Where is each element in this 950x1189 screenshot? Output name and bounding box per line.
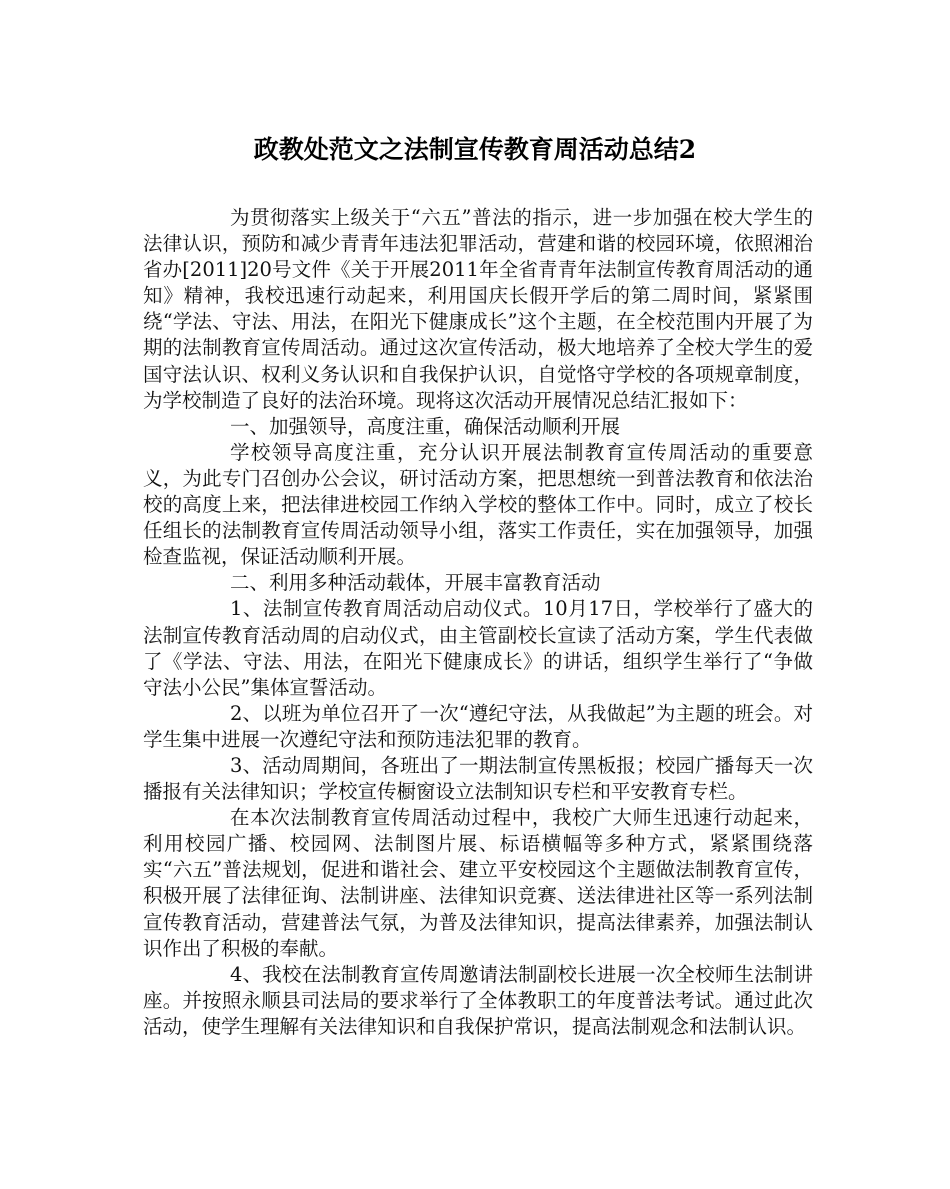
document-body [143, 205, 813, 1040]
paragraph-item-1: 1、法制宣传教育周活动启动仪式。10月17日，学校举行了盛大的法制宣传教育活动周的启动仪式，由主管副校长宣读了活动方案，学生代表做了《学法、守法、用法，在阳光下健康成长》的讲话，组织学生举行了“争做守法小公民”集体宣誓活动。 [143, 597, 813, 699]
section-heading-1: 一、加强领导，高度注重，确保活动顺利开展 [230, 414, 621, 438]
document-title: 政教处范文之法制宣传教育周活动总结2 [253, 135, 697, 164]
paragraph-item-2: 2、以班为单位召开了一次“遵纪守法，从我做起”为主题的班会。对学生集中进展一次遵纪守法和预防违法犯罪的教育。 [143, 701, 813, 751]
paragraph-leadership: 学校领导高度注重，充分认识开展法制教育宣传周活动的重要意义，为此专门召创办公会议，研讨活动方案，把思想统一到普法教育和依法治校的高度上来，把法律进校园工作纳入学校的整体工作中。同时，成立了校长任组长的法制教育宣传周活动领导小组，落实工作责任，实在加强领导，加强检查监视，保证活动顺利开展。 [143, 440, 813, 569]
paragraph-summary: 在本次法制教育宣传周活动过程中，我校广大师生迅速行动起来，利用校园广播、校园网、法制图片展、标语横幅等多种方式，紧紧围绕落实“六五”普法规划，促进和谐社会、建立平安校园这个主题做法制教育宣传，积极开展了法律征询、法制讲座、法律知识竞赛、送法律进社区等一系列法制宣传教育活动，营建普法气氛，为普及法律知识，提高法律素养，加强法制认识作出了积极的奉献。 [143, 806, 813, 960]
paragraph-item-4: 4、我校在法制教育宣传周邀请法制副校长进展一次全校师生法制讲座。并按照永顺县司法局的要求举行了全体教职工的年度普法考试。通过此次活动，使学生理解有关法律知识和自我保护常识，提高法制观念和法制认识。 [143, 962, 813, 1038]
section-heading-2: 二、利用多种活动载体，开展丰富教育活动 [230, 571, 601, 595]
paragraph-item-3: 3、活动周期间，各班出了一期法制宣传黑板报；校园广播每天一次播报有关法律知识；学校宣传橱窗设立法制知识专栏和平安教育专栏。 [143, 753, 813, 804]
paragraph-intro: 为贯彻落实上级关于“六五”普法的指示，进一步加强在校大学生的法律认识，预防和减少青青年违法犯罪活动，营建和谐的校园环境，依照湘治省办[2011]20号文件《关于开展2011年全省青青年法制宣传教育周活动的通知》精神，我校迅速行动起来，利用国庆长假开学后的第二周时间，紧紧围绕“学法、守法、用法，在阳光下健康成长”这个主题，在全校范围内开展了为期的法制教育宣传周活动。通过这次宣传活动，极大地培养了全校大学生的爱国守法认识、权利义务认识和自我保护认识，自觉恪守学校的各项规章制度，为学校制造了良好的法治环境。现将这次活动开展情况总结汇报如下： [143, 206, 813, 412]
